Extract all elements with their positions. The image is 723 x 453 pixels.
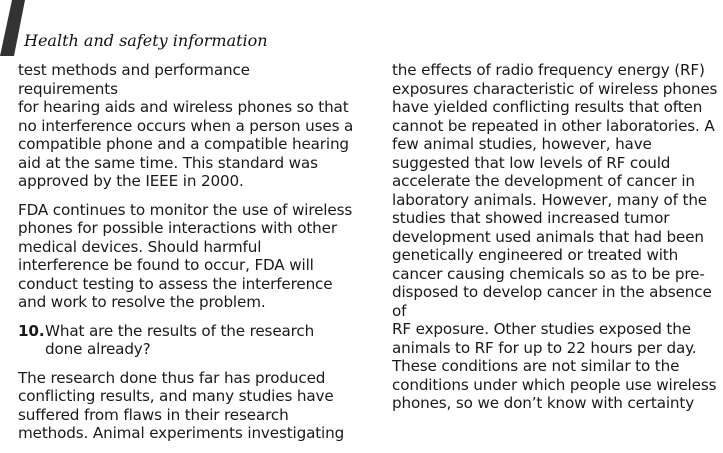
paragraph-rf-effects: the effects of radio frequency energy (RF) exposures characteristic of wireless phones have yielded conflicting results that often cannot be repeated in other laboratories. A few animal studies, however, have suggested that low levels of RF could accelerate the development of cancer in laboratory animals. However, many of the studies that showed increased tumor development used animals that had been genetically engineered or treated with cancer causing chemicals so as to be pre- disposed to develop cancer in the absence of RF exposure. Other studies exposed the animals to RF for up to 22 hours per day. These conditions are not similar to the conditions under which people use wireless phones, so we don’t know with certainty bbox=[392, 61, 718, 412]
paragraph-fda-monitoring: FDA continues to monitor the use of wireless phones for possible interactions with other medical devices. Should harmful interference be found to occur, FDA will conduct testing to assess the interference and work to resolve the problem. bbox=[18, 200, 353, 311]
header-title: Health and safety information bbox=[24, 31, 268, 50]
paragraph-test-methods: test methods and performance requirements for hearing aids and wireless phones so that no interference occurs when a person uses a compatible phone and a compatible hearing aid at the same time. This standard was approved by the IEEE in 2000. bbox=[18, 61, 354, 190]
right-column bbox=[392, 61, 723, 423]
question-item bbox=[18, 322, 354, 359]
left-column bbox=[18, 61, 354, 453]
page-header bbox=[0, 0, 723, 56]
paragraph-research-results: The research done thus far has produced conflicting results, and many studies have suffered from flaws in their research methods. Animal experiments investigating bbox=[18, 368, 345, 442]
question-text: What are the results of the research done already? bbox=[45, 321, 315, 358]
question-number: 10. bbox=[18, 321, 45, 340]
